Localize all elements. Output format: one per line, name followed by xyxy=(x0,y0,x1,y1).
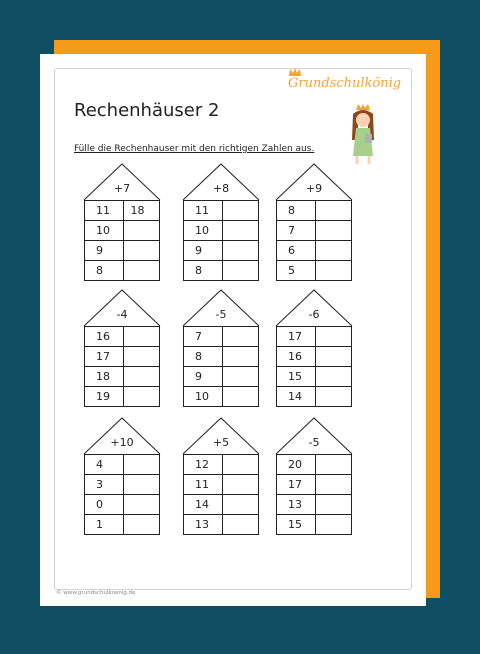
input-number: 4 xyxy=(85,455,124,475)
house-row xyxy=(85,221,160,241)
calc-house xyxy=(82,288,162,407)
house-row xyxy=(85,347,160,367)
input-number: 13 xyxy=(184,515,223,535)
calc-house xyxy=(181,162,261,281)
house-row xyxy=(277,241,352,261)
result-cell[interactable] xyxy=(315,367,352,387)
house-operation: +10 xyxy=(110,436,134,449)
house-row xyxy=(85,455,160,475)
result-cell[interactable] xyxy=(315,455,352,475)
house-operation: +9 xyxy=(305,182,323,195)
house-operation: -5 xyxy=(308,436,320,449)
input-number: 14 xyxy=(277,387,316,407)
house-row xyxy=(184,495,259,515)
result-cell[interactable] xyxy=(222,387,259,407)
input-number: 15 xyxy=(277,515,316,535)
house-row xyxy=(277,387,352,407)
result-cell[interactable] xyxy=(123,261,160,281)
result-cell[interactable] xyxy=(315,327,352,347)
input-number: 9 xyxy=(184,241,223,261)
house-row xyxy=(277,221,352,241)
result-cell[interactable]: 18 xyxy=(123,201,160,221)
house-grid xyxy=(183,200,259,281)
house-row xyxy=(85,387,160,407)
input-number: 3 xyxy=(85,475,124,495)
result-cell[interactable] xyxy=(123,347,160,367)
input-number: 8 xyxy=(85,261,124,281)
input-number: 11 xyxy=(184,201,223,221)
house-row xyxy=(184,347,259,367)
input-number: 8 xyxy=(184,347,223,367)
result-cell[interactable] xyxy=(315,201,352,221)
result-cell[interactable] xyxy=(222,201,259,221)
house-row xyxy=(184,201,259,221)
result-cell[interactable] xyxy=(123,387,160,407)
house-row xyxy=(277,455,352,475)
house-grid xyxy=(84,454,160,535)
input-number: 7 xyxy=(277,221,316,241)
house-row xyxy=(184,515,259,535)
house-operation: -4 xyxy=(116,308,128,321)
result-cell[interactable] xyxy=(123,241,160,261)
result-cell[interactable] xyxy=(315,387,352,407)
input-number: 11 xyxy=(85,201,124,221)
input-number: 17 xyxy=(277,475,316,495)
result-cell[interactable] xyxy=(222,241,259,261)
input-number: 8 xyxy=(184,261,223,281)
instruction-text: Fülle die Rechenhauser mit den richtigen Zahlen aus. xyxy=(74,144,315,154)
house-row xyxy=(85,495,160,515)
house-grid xyxy=(276,200,352,281)
input-number: 17 xyxy=(85,347,124,367)
result-cell[interactable] xyxy=(222,515,259,535)
calc-house xyxy=(274,416,354,535)
result-cell[interactable] xyxy=(123,455,160,475)
house-row xyxy=(184,241,259,261)
house-row xyxy=(184,261,259,281)
calc-house xyxy=(82,162,162,281)
house-row xyxy=(277,201,352,221)
result-cell[interactable] xyxy=(222,455,259,475)
result-cell[interactable] xyxy=(123,495,160,515)
input-number: 11 xyxy=(184,475,223,495)
house-row xyxy=(184,327,259,347)
house-operation: +7 xyxy=(113,182,131,195)
input-number: 16 xyxy=(85,327,124,347)
result-cell[interactable] xyxy=(123,367,160,387)
input-number: 8 xyxy=(277,201,316,221)
input-number: 13 xyxy=(277,495,316,515)
input-number: 5 xyxy=(277,261,316,281)
house-row xyxy=(85,261,160,281)
calc-house xyxy=(82,416,162,535)
house-row xyxy=(277,515,352,535)
house-row xyxy=(85,515,160,535)
calc-house xyxy=(274,288,354,407)
calc-house xyxy=(274,162,354,281)
house-row xyxy=(184,387,259,407)
house-operation: +5 xyxy=(212,436,230,449)
calc-house xyxy=(181,288,261,407)
result-cell[interactable] xyxy=(123,221,160,241)
input-number: 19 xyxy=(85,387,124,407)
brand-logo: Grundschulkönig xyxy=(288,76,402,91)
house-row xyxy=(85,327,160,347)
input-number: 7 xyxy=(184,327,223,347)
result-cell[interactable] xyxy=(315,475,352,495)
input-number: 18 xyxy=(85,367,124,387)
house-grid xyxy=(183,326,259,407)
worksheet xyxy=(40,54,426,606)
result-cell[interactable] xyxy=(315,515,352,535)
result-cell[interactable] xyxy=(123,327,160,347)
result-cell[interactable] xyxy=(222,347,259,367)
result-cell[interactable] xyxy=(315,221,352,241)
footer-credit: © www.grundschulkoenig.de xyxy=(56,590,136,596)
result-cell[interactable] xyxy=(315,241,352,261)
house-row xyxy=(184,367,259,387)
result-cell[interactable] xyxy=(123,515,160,535)
house-row xyxy=(277,327,352,347)
result-cell[interactable] xyxy=(222,475,259,495)
result-cell[interactable] xyxy=(315,261,352,281)
result-cell[interactable] xyxy=(222,221,259,241)
result-cell[interactable] xyxy=(222,367,259,387)
input-number: 10 xyxy=(85,221,124,241)
input-number: 14 xyxy=(184,495,223,515)
house-grid xyxy=(276,454,352,535)
input-number: 20 xyxy=(277,455,316,475)
result-cell[interactable] xyxy=(315,347,352,367)
house-row xyxy=(277,261,352,281)
house-row xyxy=(184,455,259,475)
crown-icon xyxy=(289,68,301,76)
house-row xyxy=(184,475,259,495)
house-operation: +8 xyxy=(212,182,230,195)
input-number: 10 xyxy=(184,221,223,241)
house-row xyxy=(277,475,352,495)
input-number: 0 xyxy=(85,495,124,515)
house-row xyxy=(277,495,352,515)
input-number: 9 xyxy=(85,241,124,261)
input-number: 16 xyxy=(277,347,316,367)
house-grid xyxy=(183,454,259,535)
result-cell[interactable] xyxy=(315,495,352,515)
house-row xyxy=(85,241,160,261)
input-number: 12 xyxy=(184,455,223,475)
house-row xyxy=(85,475,160,495)
house-row xyxy=(85,367,160,387)
input-number: 6 xyxy=(277,241,316,261)
result-cell[interactable] xyxy=(222,261,259,281)
princess-illustration xyxy=(346,104,380,166)
house-row xyxy=(85,201,160,221)
input-number: 17 xyxy=(277,327,316,347)
input-number: 10 xyxy=(184,387,223,407)
house-grid xyxy=(276,326,352,407)
page-title: Rechenhäuser 2 xyxy=(74,100,220,121)
result-cell[interactable] xyxy=(222,495,259,515)
house-grid xyxy=(84,200,160,281)
result-cell[interactable] xyxy=(222,327,259,347)
house-grid xyxy=(84,326,160,407)
calc-house xyxy=(181,416,261,535)
input-number: 9 xyxy=(184,367,223,387)
result-cell[interactable] xyxy=(123,475,160,495)
house-operation: -6 xyxy=(308,308,320,321)
house-operation: -5 xyxy=(215,308,227,321)
house-row xyxy=(277,347,352,367)
house-row xyxy=(277,367,352,387)
house-row xyxy=(184,221,259,241)
input-number: 1 xyxy=(85,515,124,535)
input-number: 15 xyxy=(277,367,316,387)
